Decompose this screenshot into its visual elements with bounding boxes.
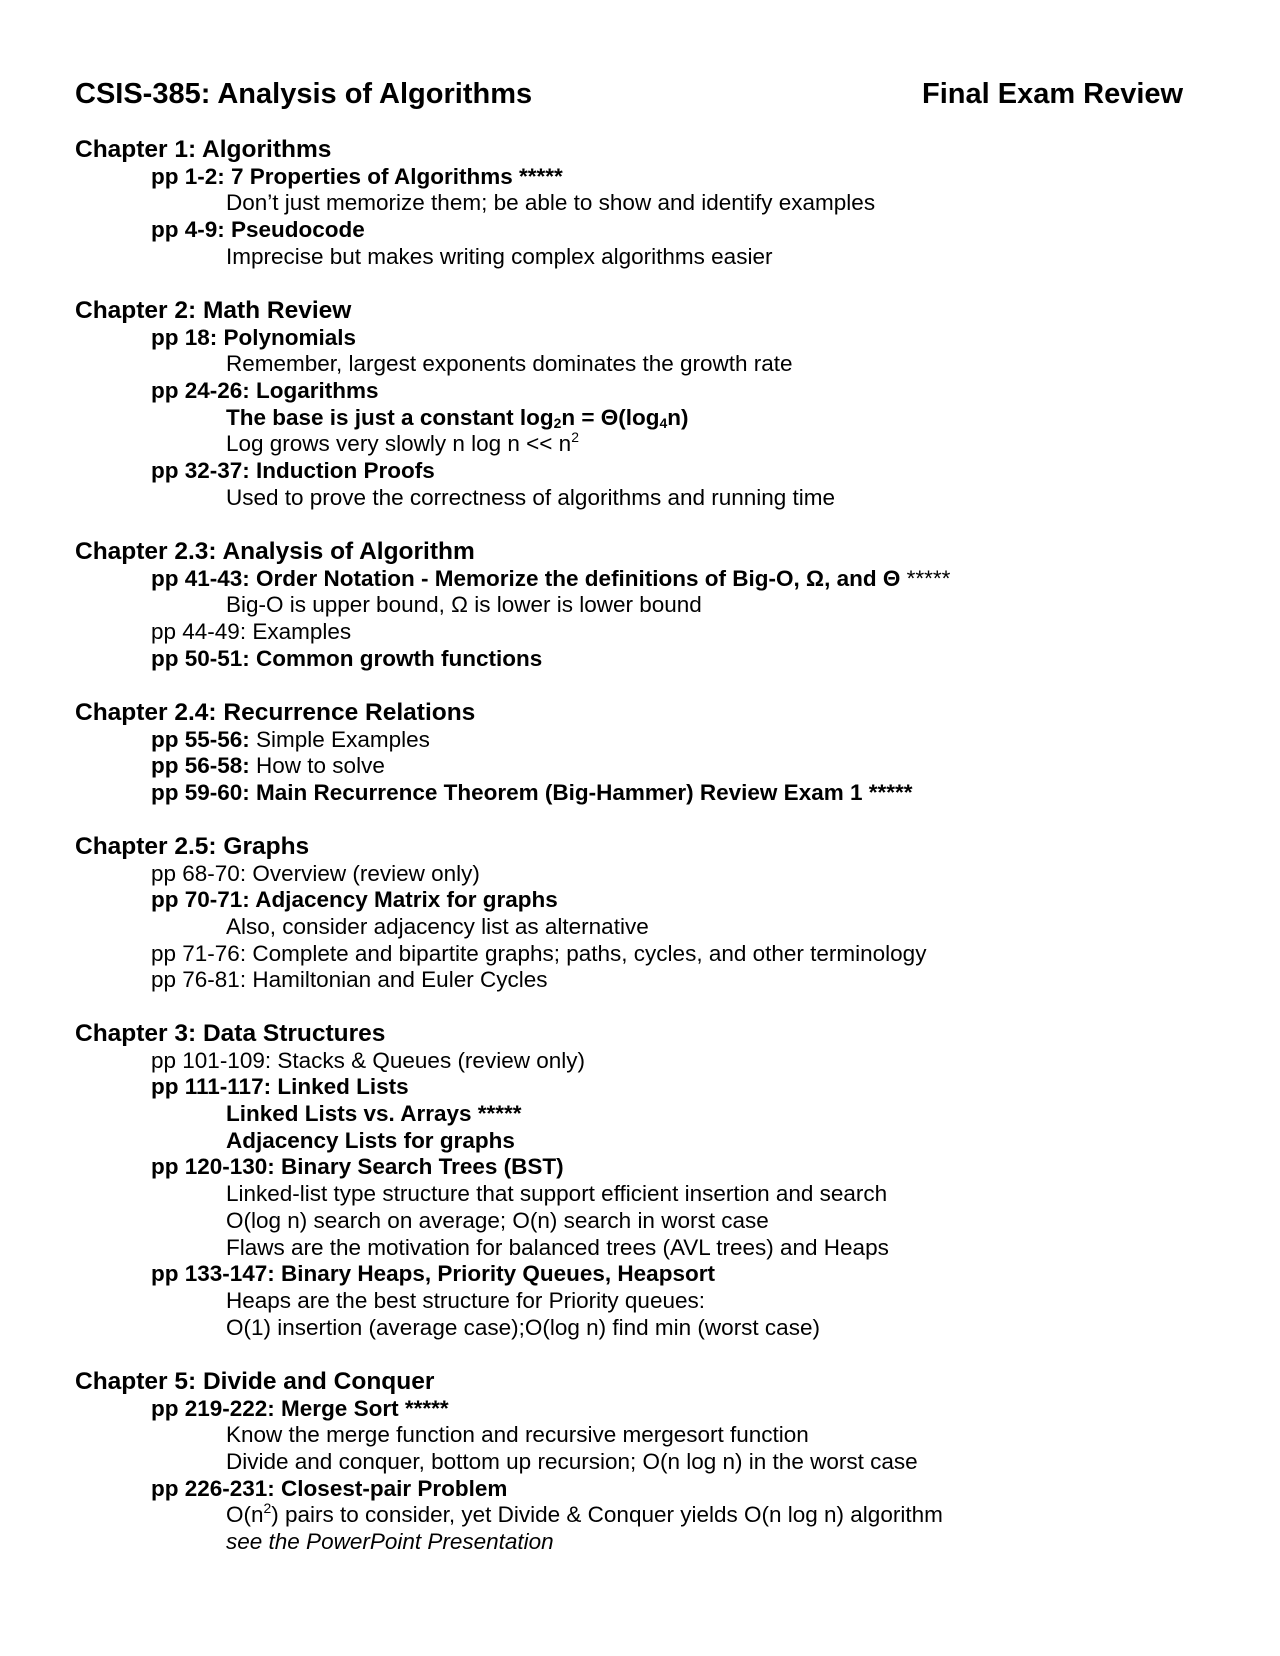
chapter-heading: Chapter 2.4: Recurrence Relations — [75, 699, 476, 726]
section-chapter-3 — [0, 1021, 1280, 1341]
note-merge-2: Divide and conquer, bottom up recursion; O(n log n) in the worst case — [226, 1449, 918, 1475]
topic-pseudocode: pp 4-9: Pseudocode — [151, 217, 365, 243]
note-polynomials: Remember, largest exponents dominates the growth rate — [226, 351, 793, 377]
chapter-heading: Chapter 2.3: Analysis of Algorithm — [75, 538, 475, 565]
section-chapter-2-4 — [0, 700, 1280, 807]
note-bst-1: Linked-list type structure that support efficient insertion and search — [226, 1181, 888, 1207]
topic-examples: pp 44-49: Examples — [151, 619, 352, 645]
topic-logarithms: pp 24-26: Logarithms — [151, 378, 379, 404]
topic-stacks-queues: pp 101-109: Stacks & Queues (review only) — [151, 1047, 585, 1073]
section-chapter-2-5 — [0, 834, 1280, 994]
note-see-powerpoint: see the PowerPoint Presentation — [226, 1529, 554, 1555]
topic-polynomials: pp 18: Polynomials — [151, 324, 357, 350]
note-adjacency-lists: Adjacency Lists for graphs — [226, 1127, 515, 1153]
note-log-growth: Log grows very slowly n $\log n << n^2$ — [226, 429, 579, 457]
topic-adjacency-matrix: pp 70-71: Adjacency Matrix for graphs — [151, 887, 558, 913]
chapter-heading: Chapter 2: Math Review — [75, 297, 352, 324]
note-log-base: The base is just a constant $\log_2n = \Theta(\log_4n)$ — [226, 404, 689, 431]
note-order-notation: Big-O is upper bound, Ω is lower is lower bound — [226, 592, 702, 618]
note-properties: Don’t just memorize them; be able to show and identify examples — [226, 190, 876, 216]
note-linked-vs-arrays: Linked Lists vs. Arrays ***** — [226, 1101, 522, 1127]
section-chapter-2 — [0, 298, 1280, 512]
topic-overview: pp 68-70: Overview (review only) — [151, 860, 480, 886]
topic-linked-lists: pp 111-117: Linked Lists — [151, 1074, 409, 1100]
document-title: Final Exam Review — [922, 78, 1184, 110]
topic-bst: pp 120-130: Binary Search Trees (BST) — [151, 1154, 564, 1180]
course-title: CSIS-385: Analysis of Algorithms — [75, 78, 533, 110]
chapter-heading: Chapter 3: Data Structures — [75, 1020, 386, 1047]
topic-properties: pp 1-2: 7 Properties of Algorithms ***** — [151, 163, 563, 189]
section-chapter-2-3 — [0, 539, 1280, 672]
topic-simple-examples: pp 55-56: Simple Examples — [151, 726, 430, 752]
note-heaps-2: O(1) insertion (average case);O(log n) find min (worst case) — [226, 1314, 820, 1340]
note-bst-3: Flaws are the motivation for balanced trees (AVL trees) and Heaps — [226, 1234, 889, 1260]
note-heaps-1: Heaps are the best structure for Priority queues: — [226, 1287, 705, 1313]
section-chapter-5 — [0, 1369, 1280, 1556]
note-closest-pair: $O(n^2)$ pairs to consider, yet Divide & Conquer yields O(n log n) algorithm — [226, 1500, 943, 1528]
topic-complete-graphs: pp 71-76: Complete and bipartite graphs; paths, cycles, and other terminology — [151, 940, 927, 966]
note-adjacency-list: Also, consider adjacency list as alternative — [226, 914, 649, 940]
topic-recurrence-theorem: pp 59-60: Main Recurrence Theorem (Big-Hammer) Review Exam 1 ***** — [151, 780, 913, 806]
chapter-heading: Chapter 2.5: Graphs — [75, 833, 310, 860]
note-pseudocode: Imprecise but makes writing complex algorithms easier — [226, 243, 773, 269]
topic-how-to-solve: pp 56-58: How to solve — [151, 753, 385, 779]
topic-induction: pp 32-37: Induction Proofs — [151, 458, 435, 484]
topic-closest-pair: pp 226-231: Closest-pair Problem — [151, 1475, 508, 1501]
topic-order-notation: pp 41-43: Order Notation - Memorize the definitions of Big-O, Ω, and Θ ***** — [151, 565, 951, 591]
topic-growth-functions: pp 50-51: Common growth functions — [151, 645, 543, 671]
note-bst-2: O(log n) search on average; O(n) search in worst case — [226, 1207, 769, 1233]
topic-hamiltonian: pp 76-81: Hamiltonian and Euler Cycles — [151, 967, 548, 993]
note-induction: Used to prove the correctness of algorithms and running time — [226, 484, 836, 510]
chapter-heading: Chapter 1: Algorithms — [75, 136, 332, 163]
chapter-heading: Chapter 5: Divide and Conquer — [75, 1368, 435, 1395]
topic-heaps: pp 133-147: Binary Heaps, Priority Queues, Heapsort — [151, 1261, 715, 1287]
note-merge-1: Know the merge function and recursive mergesort function — [226, 1422, 809, 1448]
section-chapter-1 — [0, 137, 1280, 270]
topic-merge-sort: pp 219-222: Merge Sort ***** — [151, 1395, 449, 1421]
